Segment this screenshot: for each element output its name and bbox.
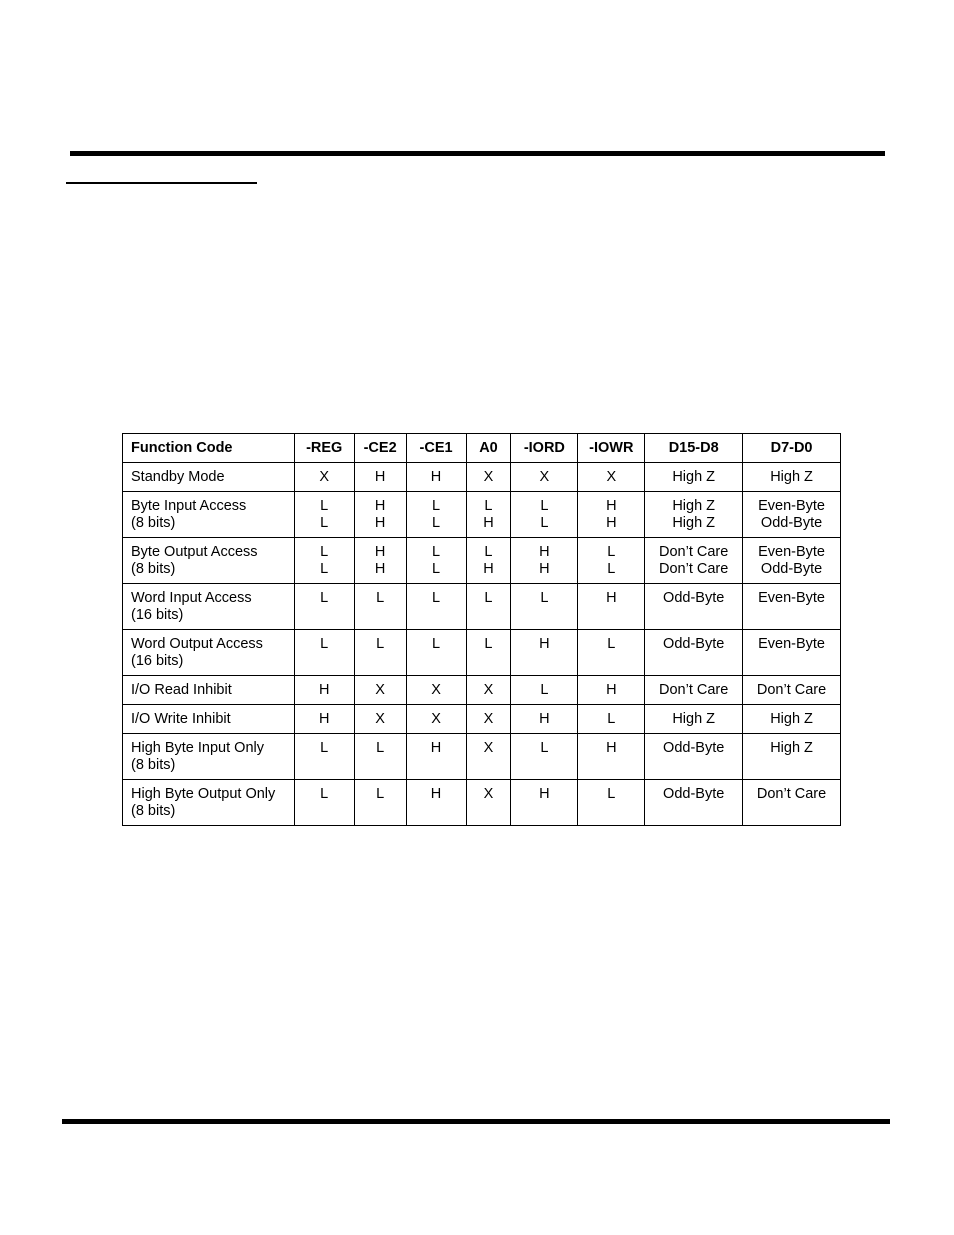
cell-iowr: L L [578,538,645,584]
cell-d7-d0: Don’t Care [743,676,841,705]
header-ce2: -CE2 [354,434,406,463]
cell-iowr: L [578,630,645,676]
section-underline [66,182,257,184]
cell-a0: L H [466,538,511,584]
header-a0: A0 [466,434,511,463]
header-d7-d0: D7-D0 [743,434,841,463]
cell-d15-d8: Odd-Byte [645,584,743,630]
cell-iord: H [511,630,578,676]
cell-d15-d8: High Z High Z [645,492,743,538]
cell-reg: L [294,734,354,780]
header-function-code: Function Code [123,434,295,463]
cell-iowr: H [578,676,645,705]
cell-function-code: Byte Output Access (8 bits) [123,538,295,584]
cell-d15-d8: Don’t Care [645,676,743,705]
table-row [123,463,841,492]
cell-iowr: X [578,463,645,492]
cell-ce1: L L [406,492,466,538]
cell-ce1: X [406,705,466,734]
cell-d7-d0: Don’t Care [743,780,841,826]
table-row [123,584,841,630]
cell-d15-d8: Don’t Care Don’t Care [645,538,743,584]
cell-d7-d0: Even-Byte [743,630,841,676]
cell-reg: X [294,463,354,492]
cell-ce2: L [354,780,406,826]
cell-d15-d8: Odd-Byte [645,734,743,780]
cell-iowr: L [578,780,645,826]
cell-d7-d0: High Z [743,734,841,780]
cell-iord: X [511,463,578,492]
cell-iord: L [511,584,578,630]
cell-iord: H H [511,538,578,584]
table-row [123,734,841,780]
cell-function-code: Standby Mode [123,463,295,492]
cell-function-code: Word Output Access (16 bits) [123,630,295,676]
cell-d7-d0: Even-Byte Odd-Byte [743,538,841,584]
cell-ce2: H H [354,492,406,538]
cell-iord: L L [511,492,578,538]
table-row [123,705,841,734]
cell-ce2: H [354,463,406,492]
cell-a0: L H [466,492,511,538]
cell-ce2: L [354,734,406,780]
cell-a0: X [466,676,511,705]
cell-reg: H [294,676,354,705]
header-d15-d8: D15-D8 [645,434,743,463]
cell-ce2: X [354,705,406,734]
table-row [123,630,841,676]
cell-function-code: I/O Write Inhibit [123,705,295,734]
table-header-row [123,434,841,463]
cell-iord: H [511,705,578,734]
cell-function-code: High Byte Input Only (8 bits) [123,734,295,780]
header-ce1: -CE1 [406,434,466,463]
cell-ce1: H [406,463,466,492]
cell-reg: L L [294,492,354,538]
cell-ce1: H [406,780,466,826]
cell-reg: L [294,630,354,676]
table-row [123,676,841,705]
cell-d15-d8: Odd-Byte [645,630,743,676]
cell-reg: H [294,705,354,734]
cell-ce1: L L [406,538,466,584]
cell-function-code: Word Input Access (16 bits) [123,584,295,630]
cell-ce1: X [406,676,466,705]
cell-ce2: X [354,676,406,705]
cell-d15-d8: High Z [645,463,743,492]
table-body [123,463,841,826]
cell-reg: L [294,780,354,826]
cell-iord: L [511,734,578,780]
top-rule [70,151,885,156]
header-iord: -IORD [511,434,578,463]
cell-d15-d8: High Z [645,705,743,734]
cell-a0: X [466,705,511,734]
cell-reg: L L [294,538,354,584]
cell-ce2: H H [354,538,406,584]
function-code-table [122,433,841,826]
header-iowr: -IOWR [578,434,645,463]
cell-a0: X [466,780,511,826]
cell-function-code: High Byte Output Only (8 bits) [123,780,295,826]
cell-a0: L [466,584,511,630]
cell-ce2: L [354,630,406,676]
cell-iord: L [511,676,578,705]
cell-function-code: Byte Input Access (8 bits) [123,492,295,538]
cell-function-code: I/O Read Inhibit [123,676,295,705]
cell-ce1: L [406,630,466,676]
cell-a0: X [466,734,511,780]
table-row [123,780,841,826]
cell-d7-d0: High Z [743,463,841,492]
cell-iowr: H [578,584,645,630]
cell-ce1: H [406,734,466,780]
cell-ce2: L [354,584,406,630]
cell-ce1: L [406,584,466,630]
header-reg: -REG [294,434,354,463]
cell-d7-d0: High Z [743,705,841,734]
cell-reg: L [294,584,354,630]
cell-d15-d8: Odd-Byte [645,780,743,826]
cell-iowr: H [578,734,645,780]
cell-d7-d0: Even-Byte [743,584,841,630]
cell-d7-d0: Even-Byte Odd-Byte [743,492,841,538]
cell-a0: X [466,463,511,492]
cell-iowr: L [578,705,645,734]
cell-iord: H [511,780,578,826]
cell-iowr: H H [578,492,645,538]
table-row [123,538,841,584]
cell-a0: L [466,630,511,676]
table-row [123,492,841,538]
bottom-rule [62,1119,890,1124]
